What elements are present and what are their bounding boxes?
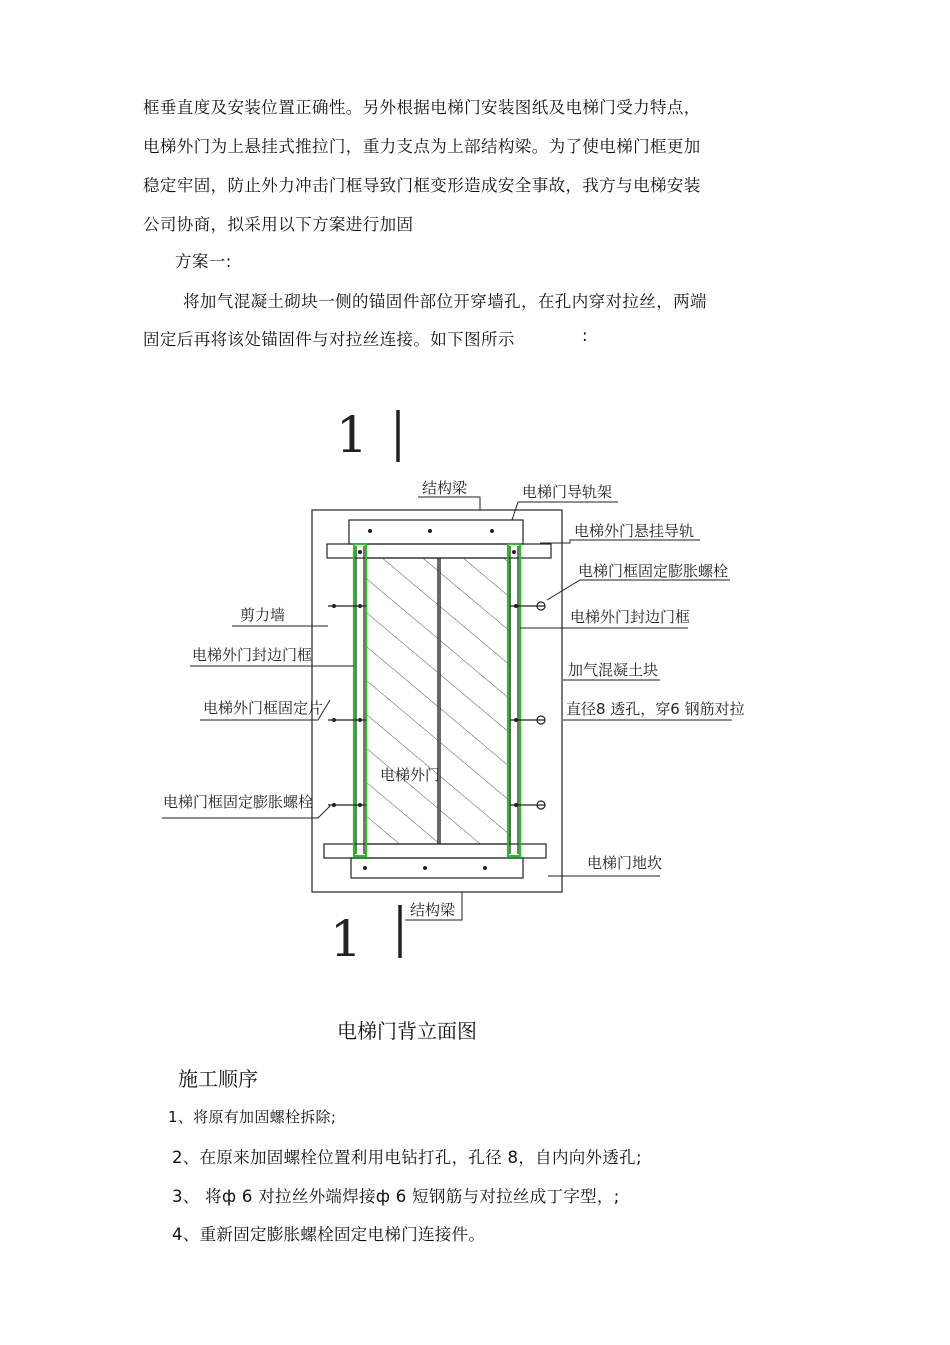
label-aerated-block: 加气混凝土块 [568, 661, 659, 679]
section-mark-bottom: 1 [330, 910, 362, 968]
scheme-title: 方案一: [175, 252, 232, 271]
scheme-text-line: 将加气混凝土砌块一侧的锚固件部位开穿墙孔，在孔内穿对拉丝，两端 [183, 292, 707, 311]
section-subheading: 施工顺序 [178, 1067, 258, 1091]
scheme-text-colon: : [582, 326, 588, 345]
label-beam-bottom: 结构梁 [410, 901, 456, 919]
label-fixing-plate: 电梯外门框固定片 [203, 699, 324, 717]
elevator-door-drawing [0, 390, 950, 970]
label-bolt-right: 电梯门框固定膨胀螺栓 [578, 562, 729, 580]
body-paragraph-line: 电梯外门为上悬挂式推拉门，重力支点为上部结构梁。为了使电梯门框更加 [143, 137, 701, 156]
section-mark-top: 1 [336, 406, 368, 464]
label-outer-door: 电梯外门 [380, 766, 441, 784]
step-item: 2、在原来加固螺栓位置利用电钻打孔，孔径 8，自内向外透孔; [172, 1148, 642, 1167]
door-leaf-left [366, 558, 441, 844]
label-hanging-rail: 电梯外门悬挂导轨 [574, 522, 695, 540]
scheme-text-line: 固定后再将该处锚固件与对拉丝连接。如下图所示 [143, 330, 515, 349]
figure-caption: 电梯门背立面图 [337, 1019, 477, 1043]
label-guide-rail-frame: 电梯门导轨架 [522, 483, 613, 501]
label-sill: 电梯门地坎 [587, 854, 663, 872]
body-paragraph-line: 稳定牢固，防止外力冲击门框导致门框变形造成安全事故，我方与电梯安装 [143, 176, 701, 195]
step-item: 4、重新固定膨胀螺栓固定电梯门连接件。 [172, 1225, 486, 1244]
label-through-hole: 直径8 透孔，穿6 钢筋对拉 [566, 700, 745, 718]
body-paragraph-line: 公司协商，拟采用以下方案进行加固 [143, 215, 414, 234]
label-beam-top: 结构梁 [422, 479, 468, 497]
label-edge-frame-right: 电梯外门封边门框 [570, 608, 691, 626]
step-item: 3、 将ф 6 对拉丝外端焊接ф 6 短钢筋与对拉丝成丁字型，; [172, 1187, 620, 1206]
bottom-beam [351, 858, 523, 878]
label-edge-frame-left: 电梯外门封边门框 [192, 646, 313, 664]
label-bolt-left: 电梯门框固定膨胀螺栓 [163, 793, 314, 811]
door-leaf-right [440, 558, 510, 844]
body-paragraph-line: 框垂直度及安装位置正确性。另外根据电梯门安装图纸及电梯门受力特点， [143, 98, 701, 117]
top-beam [349, 520, 523, 544]
label-shear-wall: 剪力墙 [240, 606, 286, 624]
step-item: 1、将原有加固螺栓拆除; [168, 1108, 337, 1126]
